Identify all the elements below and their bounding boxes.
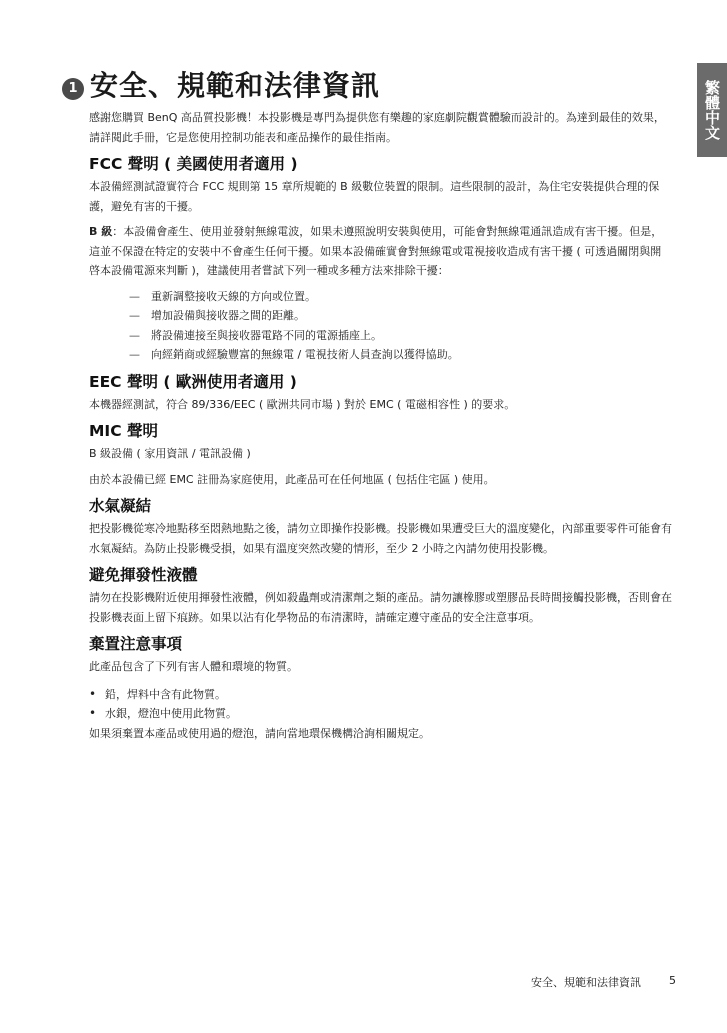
condensation-paragraph: 把投影機從寒冷地點移至悶熱地點之後，請勿立即操作投影機。投影機如果遭受巨大的溫度變化，內部重要零件可能會有水氣凝結。為防止投影機受損，如果有溫度突然改變的情形，至少 2 小時之內請勿使用投影機。 (89, 522, 672, 555)
list-item: — 向經銷商或經驗豐富的無線電 / 電視技術人員查詢以獲得協助。 (129, 345, 672, 365)
condensation-heading: 水氣凝結 (89, 497, 152, 515)
class-b-text: ：本設備會產生、使用並發射無線電波，如果未遵照說明安裝與使用，可能會對無線電通訊造成有害干擾。但是，這並不保證在特定的安裝中不會產生任何干擾。如果本設備確實會對無線電或電視接收造成有害干擾 ( 可透過關閉與開啓本設備電源來判斷 )，建議使用者嘗試下列一種或多種方法來排除干擾： (89, 225, 663, 277)
list-item: — 增加設備與接收器之間的距離。 (129, 306, 672, 326)
list-item: — 重新調整接收天線的方向或位置。 (129, 287, 672, 307)
volatile-liquids-heading: 避免揮發性液體 (89, 566, 198, 584)
fcc-paragraph: 本設備經測試證實符合 FCC 規則第 15 章所規範的 B 級數位裝置的限制。這些限制的設計，為住宅安裝提供合理的保護，避免有害的干擾。 (89, 180, 660, 213)
class-b-label: B 級 (89, 225, 113, 238)
main-content (89, 108, 672, 749)
intro-paragraph: 感謝您購買 BenQ 高品質投影機！本投影機是專門為提供您有樂趣的家庭劇院觀賞體驗而設計的。為達到最佳的效果，請詳閱此手冊，它是您使用控制功能表和產品操作的最佳指南。 (89, 111, 665, 144)
disposal-heading: 棄置注意事項 (89, 635, 183, 653)
fcc-class-b-paragraph (89, 222, 672, 281)
page-number: 5 (669, 974, 676, 987)
eec-heading: EEC 聲明 ( 歐洲使用者適用 ) (89, 372, 297, 391)
mic-heading: MIC 聲明 (89, 422, 158, 440)
mic-line-1: B 級設備 ( 家用資訊 / 電訊設備 ) (89, 447, 251, 460)
interference-remedy-list (129, 287, 672, 365)
eec-paragraph: 本機器經測試，符合 89/336/EEC ( 歐洲共同市場 ) 對於 EMC ( 電磁相容性 ) 的要求。 (89, 397, 516, 411)
volatile-liquids-paragraph: 請勿在投影機附近使用揮發性液體，例如殺蟲劑或清潔劑之類的產品。請勿讓橡膠或塑膠品長時間接觸投影機，否則會在投影機表面上留下痕跡。如果以沾有化學物品的布清潔時，請確定遵守產品的安全注意事項。 (89, 591, 672, 624)
list-item: — 將設備連接至與接收器電路不同的電源插座上。 (129, 326, 672, 346)
chapter-number-badge: 1 (62, 78, 84, 100)
list-item: • 水銀，燈泡中使用此物質。 (89, 704, 672, 724)
page-title: 安全、規範和法律資訊 (90, 69, 381, 102)
disposal-paragraph: 此產品包含了下列有害人體和環境的物質。 (89, 660, 298, 673)
list-item: • 鉛，焊料中含有此物質。 (89, 685, 672, 705)
hazardous-substances-list (89, 685, 672, 724)
footer-section-title: 安全、規範和法律資訊 (531, 976, 641, 989)
page-footer (0, 974, 727, 992)
mic-line-2: 由於本設備已經 EMC 註冊為家庭使用，此產品可在任何地區 ( 包括住宅區 ) 使用。 (89, 472, 495, 486)
language-tab: 繁體中文 (697, 63, 727, 157)
fcc-heading: FCC 聲明 ( 美國使用者適用 ) (89, 155, 298, 173)
disposal-closing: 如果須棄置本產品或使用過的燈泡，請向當地環保機構洽詢相關規定。 (89, 726, 430, 740)
